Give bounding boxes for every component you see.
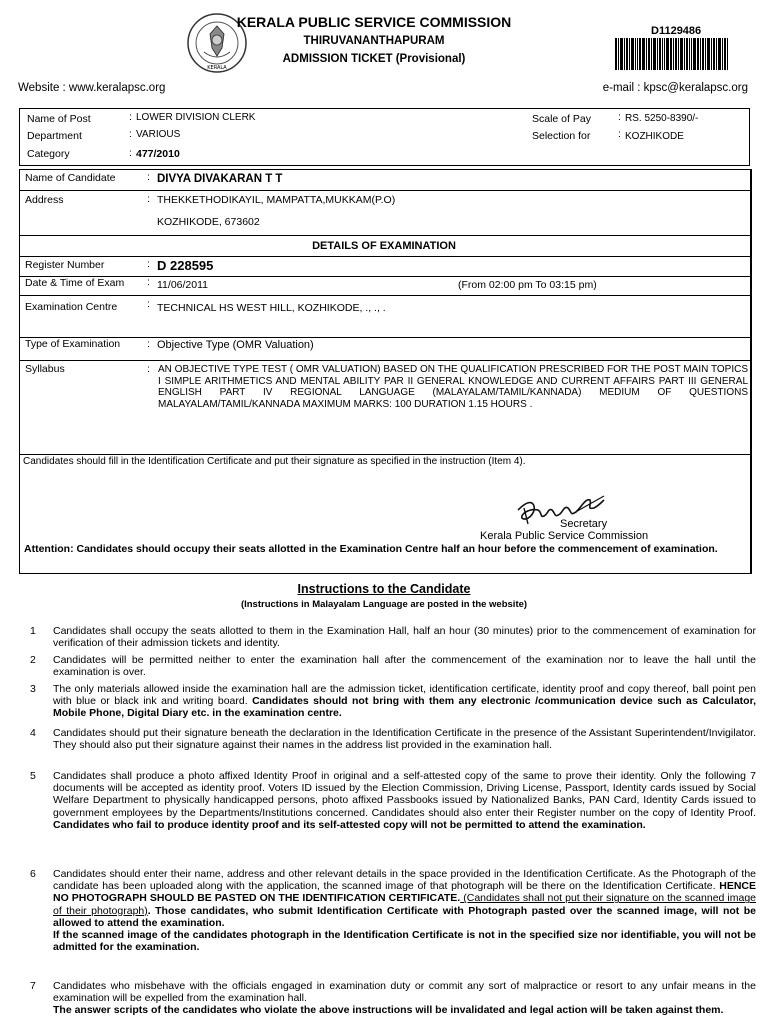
email-link[interactable]: e-mail : kpsc@keralapsc.org xyxy=(602,82,748,94)
department-value: VARIOUS xyxy=(136,129,181,140)
selection-for-value: KOZHIKODE xyxy=(625,131,684,142)
commission-name: Kerala Public Service Commission xyxy=(480,530,649,542)
row-divider xyxy=(19,276,752,277)
register-number-label: Register Number xyxy=(25,259,105,271)
category-label: Category xyxy=(27,148,70,160)
instruction-item: 6 Candidates should enter their name, address and other relevant details in the space provided in the Identification Certificate. As the Photograph of the candidate has been uploaded along with the application, the scanned image of that photograph will be there on the Identification Certificate. HENCE NO PHOTOGRAPH SHOULD BE PASTED ON THE IDENTIFICATION CERTIFICATE. (Candidates shall not put their signature on the scanned image of their photograph). Those candidates, who submit Identification Certificate with Photograph pasted over the scanned image, will not be allowed to attend the examination. If the scanned image of the candidates photograph in the Identification Certificate is not in the specified size nor identifiable, you will not be admitted for the examination. xyxy=(30,868,756,954)
identification-note: Candidates should fill in the Identification Certificate and put their signature as specified in the instruction (Item 4). xyxy=(23,456,526,467)
register-number-value: D 228595 xyxy=(157,258,214,273)
svg-text:KERALA: KERALA xyxy=(207,65,227,71)
candidate-name-value: DIVYA DIVAKARAN T T xyxy=(157,173,283,185)
category-value: 477/2010 xyxy=(136,148,180,160)
post-name-value: LOWER DIVISION CLERK xyxy=(136,112,256,123)
instruction-item: 5 Candidates shall produce a photo affixed Identity Proof in original and a self-attested copy of the same to prove their identity. Only the following 7 documents will be accepted as identity proof. Voters ID issued by the Election Commission, Driving License, Passport, Identity cards issued by Social Welfare Department to physically handicapped persons, photo affixed Passbooks issued by Nationalized Banks, PAN Card, Identity Cards issued to government employees by the Departments/Institutions concerned. Candidates should also enter their Register number on the copy of Identity Proof. Candidates who fail to produce identity proof and its self-attested copy will not be permitted to attend the examination. xyxy=(30,770,756,831)
address-line-1: THEKKETHODIKAYIL, MAMPATTA,MUKKAM(P.O) xyxy=(157,194,396,206)
row-divider xyxy=(19,295,752,296)
syllabus-value: AN OBJECTIVE TYPE TEST ( OMR VALUATION) BASED ON THE QUALIFICATION PRESCRIBED FOR THE POST MAIN TOPICS I SIMPLE ARITHMETICS AND MENTAL ABILITY PAR II GENERAL KNOWLEDGE AND CURRENT AFFAIRS PART III GENERAL ENGLISH PART IV REGIONAL LANGUAGE (MALAYALAM/TAMIL/KANNADA) MEDIUM OF QUESTIONS MALAYALAM/TAMIL/KANNADA MAXIMUM MARKS: 100 DURATION 1.15 HOURS . xyxy=(158,364,748,410)
exam-centre-value: TECHNICAL HS WEST HILL, KOZHIKODE, ., ., . xyxy=(157,302,386,314)
exam-type-label: Type of Examination xyxy=(25,338,121,350)
scale-of-pay-label: Scale of Pay xyxy=(532,113,591,125)
instructions-title: Instructions to the Candidate xyxy=(297,582,471,596)
attention-notice: Attention: Candidates should occupy their seats allotted in the Examination Centre half an hour before the commencement of examination. xyxy=(24,543,718,555)
instruction-item: 2 Candidates will be permitted neither to enter the examination hall after the commencement of the examination nor to leave the hall until the examination is over. xyxy=(30,654,756,679)
exam-type-value: Objective Type (OMR Valuation) xyxy=(157,339,314,351)
exam-date-value: 11/06/2011 xyxy=(157,279,208,291)
exam-time-value: (From 02:00 pm To 03:15 pm) xyxy=(458,279,597,291)
instruction-item: 3 The only materials allowed inside the examination hall are the admission ticket, identification certificate, identity proof and copy thereof, ball point pen with blue or black ink and writing board. Candidates should not bring with them any electronic /communication device such as Calculator, Mobile Phone, Digital Diary etc. in the examination centre. xyxy=(30,683,757,720)
organization-name: KERALA PUBLIC SERVICE COMMISSION xyxy=(236,14,512,30)
ticket-number: D1129486 xyxy=(651,25,702,37)
candidate-name-label: Name of Candidate xyxy=(25,172,116,184)
website-link[interactable]: Website : www.keralapsc.org xyxy=(18,82,166,94)
selection-for-label: Selection for xyxy=(532,130,591,142)
syllabus-label: Syllabus xyxy=(25,363,65,375)
address-label: Address xyxy=(25,194,64,206)
row-divider xyxy=(19,337,752,338)
exam-section-title: DETAILS OF EXAMINATION xyxy=(312,240,456,252)
row-divider xyxy=(19,360,752,361)
exam-date-label: Date & Time of Exam xyxy=(25,277,125,289)
barcode xyxy=(615,38,728,70)
row-divider xyxy=(19,454,752,455)
instruction-item: 4 Candidates should put their signature beneath the declaration in the Identification Certificate in the presence of the Assistant Superintendent/Invigilator. They should also put their signature against their names in the address list provided in the examination hall. xyxy=(30,727,756,752)
row-divider xyxy=(19,256,752,257)
department-label: Department xyxy=(27,130,82,142)
document-title: ADMISSION TICKET (Provisional) xyxy=(282,53,466,65)
post-name-label: Name of Post xyxy=(27,113,91,125)
secretary-title: Secretary xyxy=(560,518,608,530)
exam-centre-label: Examination Centre xyxy=(25,301,118,313)
scale-of-pay-value: RS. 5250-8390/- xyxy=(625,113,699,124)
row-divider xyxy=(19,235,752,236)
row-divider xyxy=(19,190,752,191)
instruction-item: 7 Candidates who misbehave with the officials engaged in examination duty or commit any sort of malpractice or resort to any unfair means in the examination will be expelled from the examination hall. The answer scripts of the candidates who violate the above instructions will be invalidated and legal action will be taken against them. xyxy=(30,980,756,1017)
instructions-subtitle: (Instructions in Malayalam Language are posted in the website) xyxy=(240,599,528,610)
address-line-2: KOZHIKODE, 673602 xyxy=(157,216,260,228)
instruction-item: 1 Candidates shall occupy the seats allotted to them in the Examination Hall, half an hour (30 minutes) prior to the commencement of examination for verification of their admission tickets and identity. xyxy=(30,625,756,650)
organization-city: THIRUVANANTHAPURAM xyxy=(303,35,445,47)
